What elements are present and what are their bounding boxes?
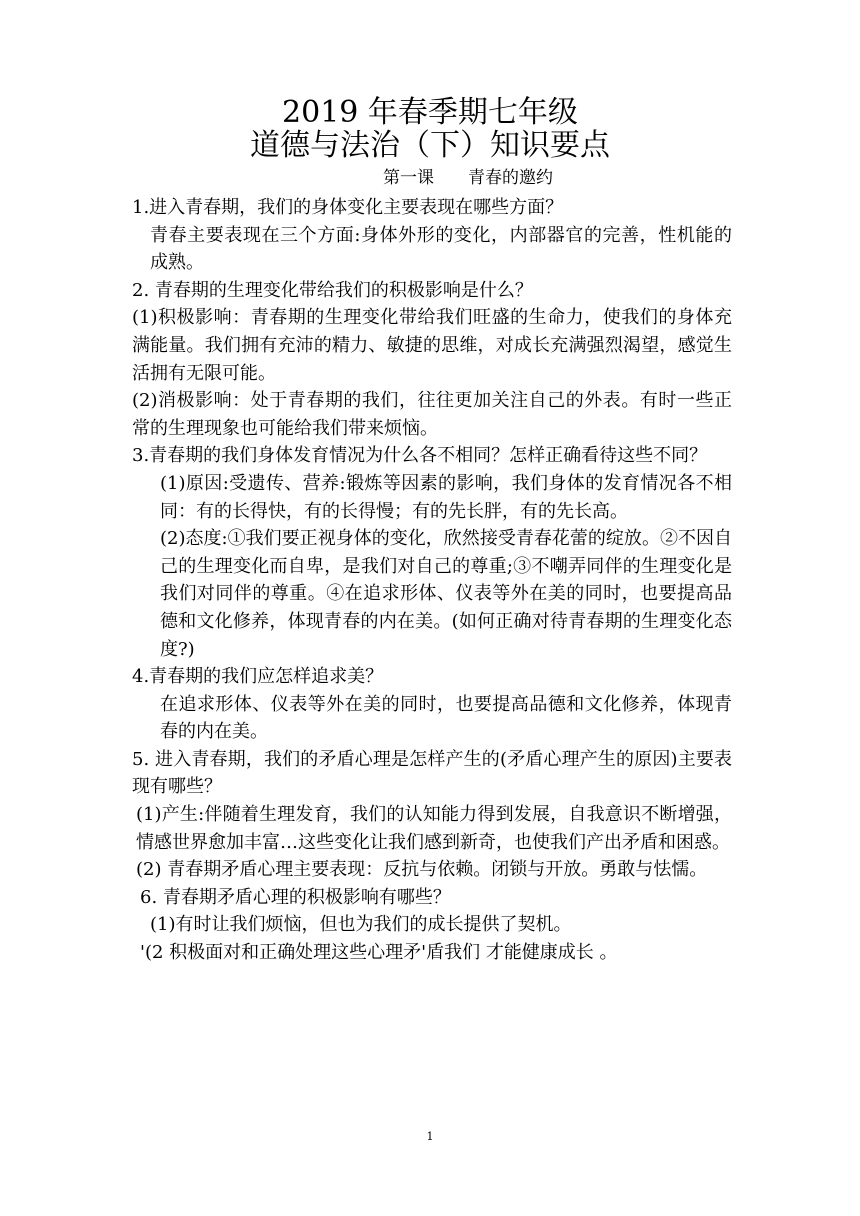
answer-2-negative: (2)消极影响：处于青春期的我们，往往更加关注自己的外表。有时一些正常的生理现象也可能给我们带来烦恼。 <box>132 390 732 439</box>
answer-2-positive: (1)积极影响：青春期的生理变化带给我们旺盛的生命力，使我们的身体充满能量。我们拥有充沛的精力、敏捷的思维，对成长充满强烈渴望，感觉生活拥有无限可能。 <box>132 307 732 384</box>
answer-5-manifestation: (2) 青春期矛盾心理主要表现：反抗与依赖。闭锁与开放。勇敢与怯懦。 <box>136 859 708 881</box>
answer-3-attitude: (2)态度:①我们要正视身体的变化，欣然接受青春花蕾的绽放。②不因自己的生理变化而自卑，是我们对自己的尊重;③不嘲弄同伴的生理变化是我们对同伴的尊重。④在追求形体、仪表等外在美的同时，也要提高品德和文化修养，体现青春的内在美。(如何正确对待青春期的生理变化态度?) <box>160 528 732 660</box>
answer-5-origin: (1)产生:伴随着生理发育，我们的认知能力得到发展，自我意识不断增强，情感世界愈加丰富…这些变化让我们感到新奇，也使我们产出矛盾和困惑。 <box>136 804 732 853</box>
question-2: 2. 青春期的生理变化带给我们的积极影响是什么？ <box>132 279 533 301</box>
question-5: 5. 进入青春期，我们的矛盾心理是怎样产生的(矛盾心理产生的原因)主要表现有哪些？ <box>132 748 732 798</box>
question-3: 3.青春期的我们身体发育情况为什么各不相同？怎样正确看待这些不同？ <box>132 445 708 467</box>
document-title-line2: 道德与法治（下）知识要点 <box>250 128 610 163</box>
question-4: 4.青春期的我们应怎样追求美？ <box>132 666 384 688</box>
answer-6-2: '(2 积极面对和正确处理这些心理矛'盾我们 才能健康成长 。 <box>140 942 618 964</box>
answer-3-reason: (1)原因:受遗传、营养:锻炼等因素的影响，我们身体的发育情况各不相同：有的长得快，有的长得慢；有的先长胖，有的先长高。 <box>160 472 732 522</box>
page-number: 1 <box>426 1130 434 1143</box>
document-body <box>132 194 732 967</box>
answer-6-1: (1)有时让我们烦恼，但也为我们的成长提供了契机。 <box>150 914 572 936</box>
question-1: 1.进入青春期，我们的身体变化主要表现在哪些方面？ <box>132 197 564 218</box>
question-6: 6. 青春期矛盾心理的积极影响有哪些？ <box>140 886 451 908</box>
lesson-heading: 第一课 青春的邀约 <box>383 168 553 188</box>
answer-1: 青春主要表现在三个方面:身体外形的变化，内部器官的完善，性机能的成熟。 <box>150 224 732 274</box>
answer-4: 在追求形体、仪表等外在美的同时，也要提高品德和文化修养，体现青春的内在美。 <box>160 693 732 743</box>
document-title-line1: 2019 年春季期七年级 <box>282 95 578 130</box>
